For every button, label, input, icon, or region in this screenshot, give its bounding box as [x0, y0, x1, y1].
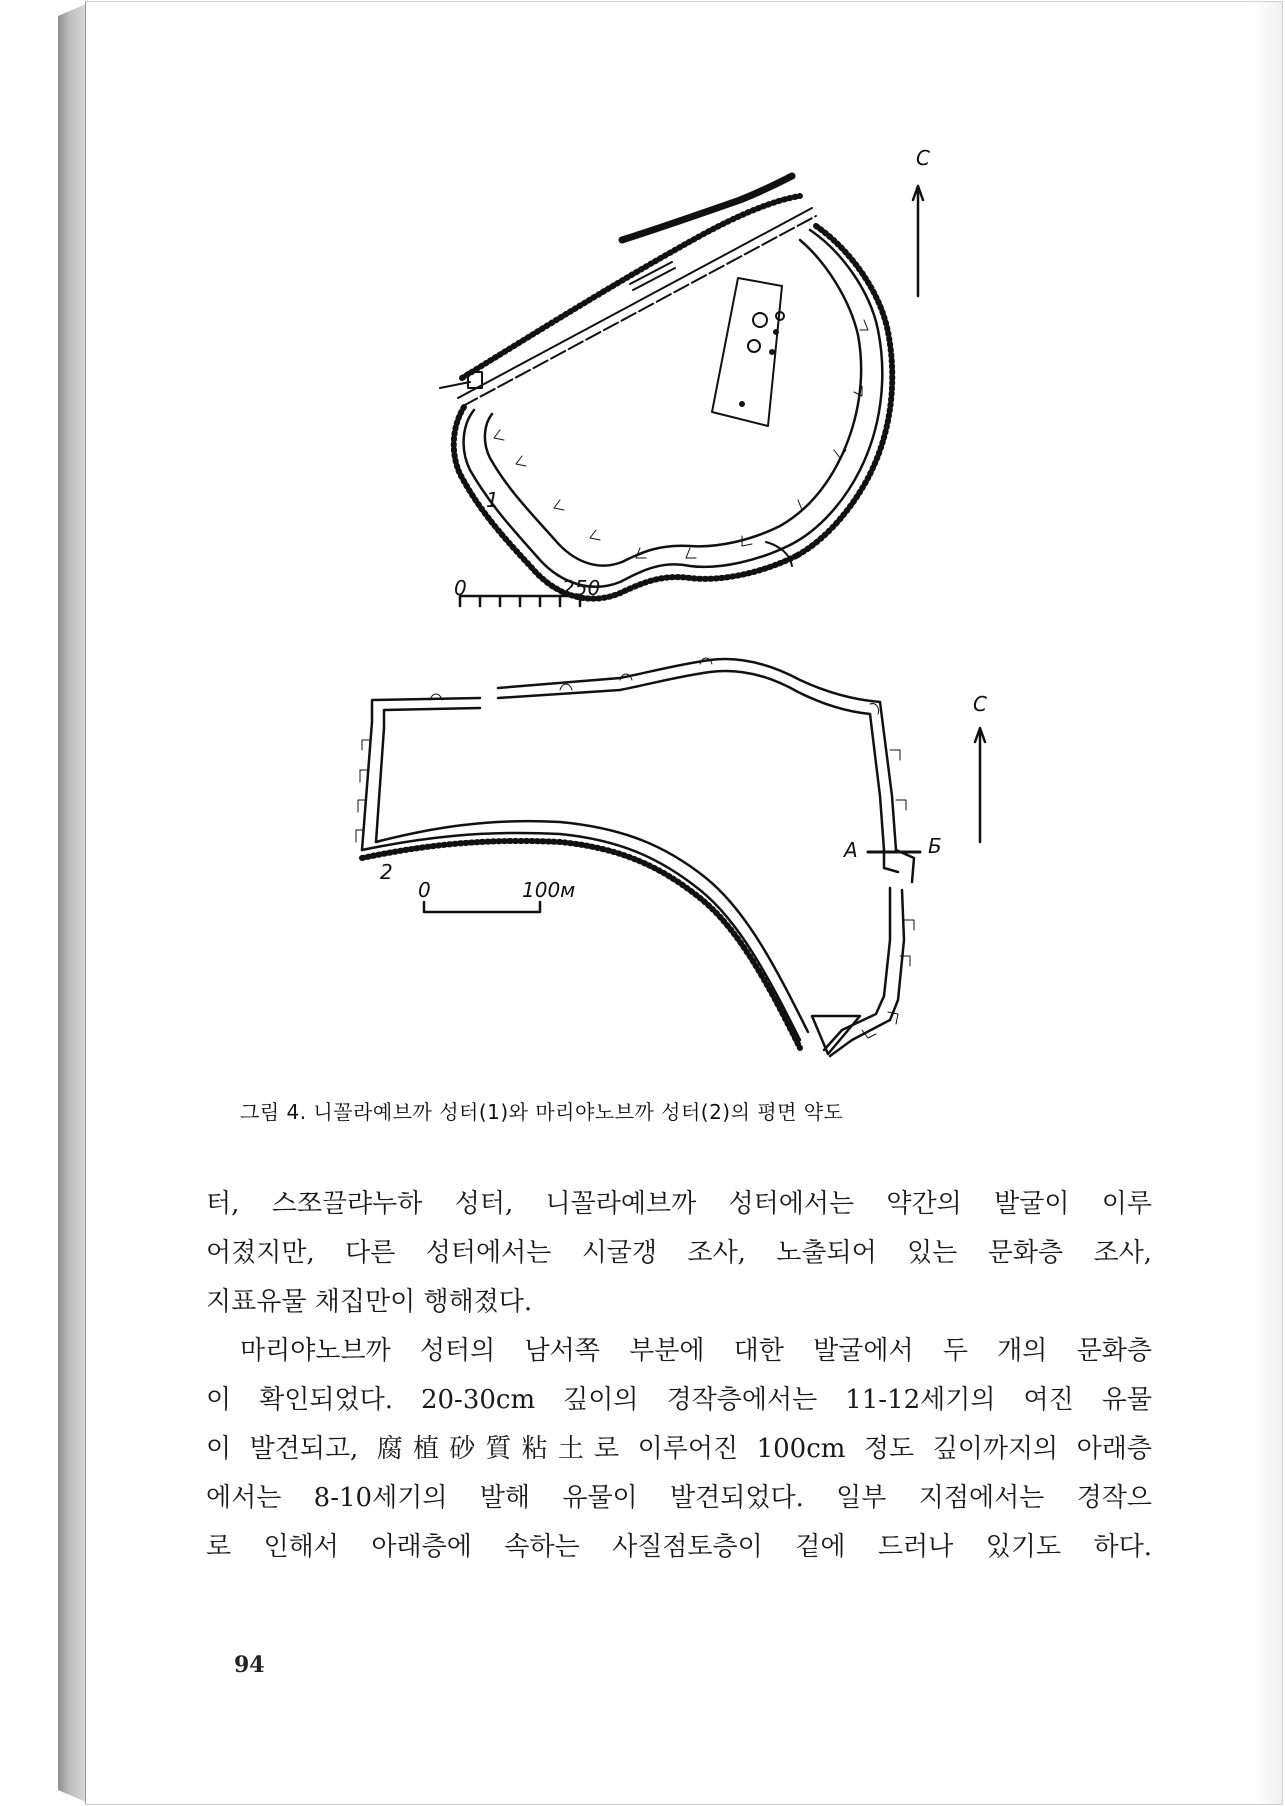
- page-number: 94: [234, 1652, 265, 1678]
- plan1-drawing: [440, 176, 923, 606]
- plan1-scale-end: 250: [562, 576, 601, 600]
- plan2-section-a: А: [844, 838, 858, 862]
- plan1-road-line2: [463, 216, 816, 406]
- body-line: 로 인해서 아래층에 속하는 사질점토층이 겉에 드러나 있기도 하다.: [206, 1532, 1152, 1562]
- plan1-east-wall-outer: [790, 230, 882, 545]
- body-line: 어졌지만, 다른 성터에서는 시굴갱 조사, 노출되어 있는 문화층 조사,: [206, 1238, 1152, 1268]
- plan1-pit3: [748, 340, 760, 352]
- figure-caption: 그림 4. 니꼴라예브까 성터(1)와 마리야노브까 성터(2)의 평면 약도: [240, 1100, 844, 1124]
- plan2-scale-bar: [424, 902, 540, 912]
- plan1-pit1: [753, 313, 767, 327]
- plan1-pit6: [740, 402, 745, 407]
- plan2-section-b: Б: [928, 834, 942, 858]
- plan2-gate: [884, 850, 914, 882]
- plan2-north-label: С: [973, 692, 987, 716]
- plan2-number: 2: [380, 860, 393, 884]
- body-line: 지표유물 채집만이 행해졌다.: [206, 1287, 533, 1317]
- body-line: 이 발견되고, 腐植砂質粘土로 이루어진 100cm 정도 깊이까지의 아래층: [206, 1434, 1152, 1464]
- plan2-west-wall-inner: [376, 728, 384, 842]
- plan1-pit5: [770, 350, 775, 355]
- plan1-pit4: [774, 330, 779, 335]
- plan1-north-label: С: [916, 146, 930, 170]
- plan1-towers: [494, 320, 868, 558]
- plan2-scale-start: 0: [418, 878, 431, 902]
- plan1-east-wall-inner: [780, 240, 861, 526]
- plan2-sw-wall-inner: [376, 821, 808, 1032]
- plan1-number: 1: [486, 488, 499, 512]
- plan1-west-tip: [440, 382, 470, 388]
- plan1-south-wall-inner: [485, 414, 780, 566]
- plan2-sw-wall-hatch: [362, 841, 800, 1048]
- body-text: [206, 1180, 1152, 1572]
- plan2-scale-end: 100м: [522, 878, 576, 902]
- plan2-west-wall-outer: [362, 722, 372, 850]
- plan2-east-wall-upper-inner: [870, 714, 884, 850]
- plan2-north-arrow: [975, 728, 985, 842]
- body-line: 이 확인되었다. 20-30cm 깊이의 경작층에서는 11-12세기의 여진 유물: [206, 1385, 1152, 1415]
- plan1-east-wall-hatch: [796, 226, 892, 556]
- body-line: 에서는 8-10세기의 발해 유물이 발견되었다. 일부 지점에서는 경작으: [206, 1483, 1152, 1513]
- plan2-north-wall-outer: [372, 659, 880, 722]
- plan1-north-arrow: [913, 186, 923, 296]
- body-line: 터, 스쪼끌랴누하 성터, 니꼴라예브까 성터에서는 약간의 발굴이 이루: [206, 1189, 1152, 1219]
- plan2-drawing: [356, 658, 985, 1056]
- plan1-scale-start: 0: [454, 576, 467, 600]
- plan1-south-wall-hatch: [454, 404, 796, 599]
- body-line: 마리야노브까 성터의 남서쪽 부분에 대한 발굴에서 두 개의 문화층: [240, 1336, 1152, 1366]
